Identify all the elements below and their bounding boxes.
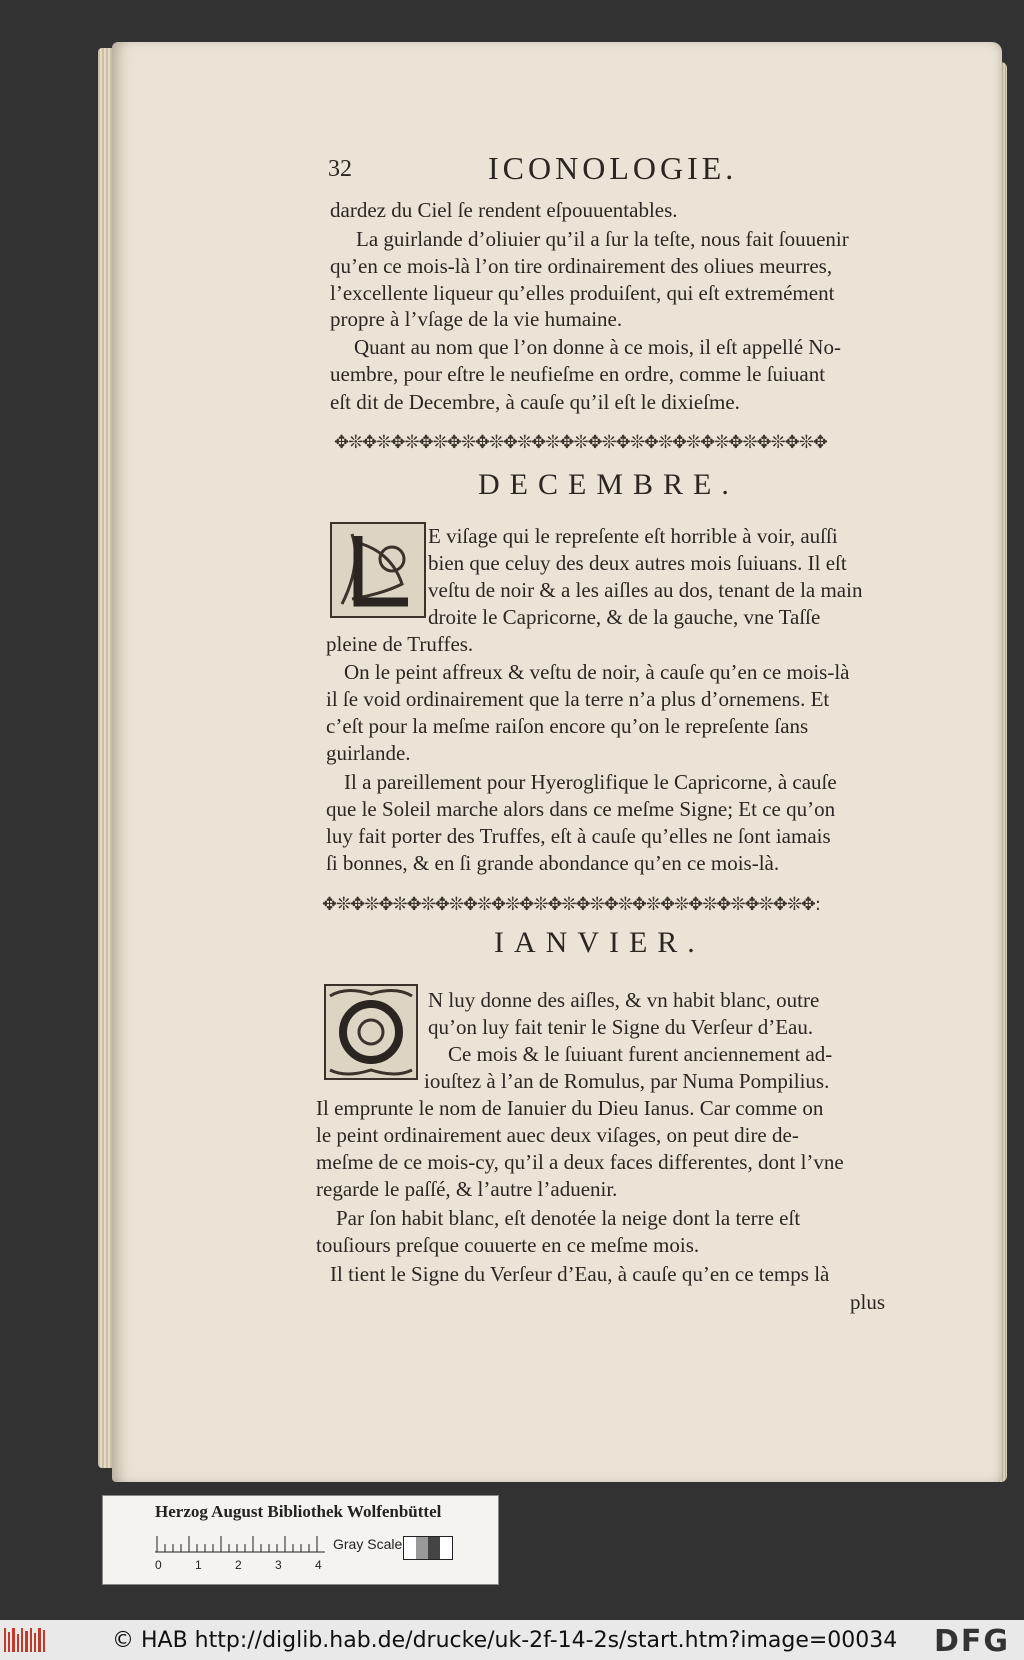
text-line: Il tient le Signe du Verſeur d’Eau, à cauſe qu’en ce temps là xyxy=(330,1262,830,1286)
text-line: Il emprunte le nom de Ianuier du Dieu Ianus. Car comme on xyxy=(316,1096,824,1120)
running-head xyxy=(328,150,928,190)
dfg-logo: DFG xyxy=(934,1624,1011,1659)
text-line: guirlande. xyxy=(326,741,411,765)
gray-scale-swatch xyxy=(403,1536,453,1560)
text-line: La guirlande d’oliuier qu’il a ſur la teſte, nous fait ſouuenir xyxy=(356,227,849,251)
text-line: eſt dit de Decembre, à cauſe qu’il eſt le dixieſme. xyxy=(330,390,740,414)
ruler-number: 2 xyxy=(235,1558,242,1572)
text-line: droite le Capricorne, & de la gauche, vne Taſſe xyxy=(428,605,821,629)
decorated-initial-o xyxy=(324,984,418,1080)
page-number: 32 xyxy=(328,156,352,182)
text-line: propre à l’vſage de la vie humaine. xyxy=(330,307,623,331)
ruler-number: 4 xyxy=(315,1558,322,1572)
text-line: Par ſon habit blanc, eſt denotée la neige dont la terre eſt xyxy=(336,1206,801,1230)
library-reference-strip xyxy=(102,1495,499,1585)
ruler-number: 3 xyxy=(275,1558,282,1572)
decorated-initial-l xyxy=(330,522,426,618)
section-title-decembre: DECEMBRE. xyxy=(478,468,739,501)
text-line: que le Soleil marche alors dans ce meſme Signe; Et ce qu’on xyxy=(326,797,836,821)
text-line: Ce mois & le ſuiuant furent anciennement ad- xyxy=(448,1042,833,1066)
ruler-number: 1 xyxy=(195,1558,202,1572)
gray-scale-label: Gray Scale xyxy=(333,1536,403,1552)
ruler-numbers xyxy=(155,1558,335,1576)
catchword: plus xyxy=(850,1290,886,1314)
text-line: qu’en ce mois-là l’on tire ordinairement des oliues meurres, xyxy=(330,254,833,278)
text-line: Quant au nom que l’on donne à ce mois, il eſt appellé No- xyxy=(354,335,841,359)
book-title: ICONOLOGIE. xyxy=(488,150,738,186)
text-line: dardez du Ciel ſe rendent eſpouuentables. xyxy=(330,198,678,222)
text-line: pleine de Truffes. xyxy=(326,632,474,656)
text-line: veſtu de noir & a les aiſles au dos, tenant de la main xyxy=(428,578,863,602)
text-line: touſiours preſque couuerte en ce meſme mois. xyxy=(316,1233,700,1257)
ornamental-divider: ✥❊✥❊✥❊✥❊✥❊✥❊✥❊✥❊✥❊✥❊✥❊✥❊✥❊✥❊✥❊✥❊✥❊✥: xyxy=(322,894,820,915)
text-line: uembre, pour eſtre le neufieſme en ordre, comme le ſuiuant xyxy=(330,362,826,386)
text-line: meſme de ce mois-cy, qu’il a deux faces differentes, dont l’vne xyxy=(316,1150,844,1174)
text-line: qu’on luy fait tenir le Signe du Verſeur d’Eau. xyxy=(428,1015,814,1039)
section-title-ianvier: IANVIER. xyxy=(494,926,705,959)
barcode-icon xyxy=(4,1628,48,1652)
text-line: ſi bonnes, & en ſi grande abondance qu’en ce mois-là. xyxy=(326,851,780,875)
text-line: c’eſt pour la meſme raiſon encore qu’on le repreſente ſans xyxy=(326,714,809,738)
text-line: E viſage qui le repreſente eſt horrible à voir, auſſi xyxy=(428,524,838,548)
ruler-number: 0 xyxy=(155,1558,162,1572)
text-line: regarde le paſſé, & l’autre l’aduenir. xyxy=(316,1177,618,1201)
source-link[interactable]: © HAB http://diglib.hab.de/drucke/uk-2f-14-2s/start.htm?image=00034 xyxy=(112,1628,898,1653)
ruler-scale xyxy=(155,1532,325,1554)
text-line: N luy donne des aiſles, & vn habit blanc, outre xyxy=(428,988,820,1012)
library-name: Herzog August Bibliothek Wolfenbüttel xyxy=(155,1502,442,1521)
text-line: l’excellente liqueur qu’elles produiſent, qui eſt extremément xyxy=(330,281,835,305)
text-line: Il a pareillement pour Hyeroglifique le Capricorne, à cauſe xyxy=(344,770,837,794)
ornamental-divider: ✥❊✥❊✥❊✥❊✥❊✥❊✥❊✥❊✥❊✥❊✥❊✥❊✥❊✥❊✥❊✥❊✥❊✥ xyxy=(334,432,827,453)
text-line: le peint ordinairement auec deux viſages, on peut dire de- xyxy=(316,1123,799,1147)
text-line: luy fait porter des Truffes, eſt à cauſe qu’elles ne ſont iamais xyxy=(326,824,831,848)
text-line: bien que celuy des deux autres mois ſuiuans. Il eſt xyxy=(428,551,847,575)
text-line: On le peint affreux & veſtu de noir, à cauſe qu’en ce mois-là xyxy=(344,660,850,684)
text-line: iouſtez à l’an de Romulus, par Numa Pompilius. xyxy=(424,1069,830,1093)
text-line: il ſe void ordinairement que la terre n’a plus d’ornemens. Et xyxy=(326,687,830,711)
footer-bar xyxy=(0,1620,1024,1660)
